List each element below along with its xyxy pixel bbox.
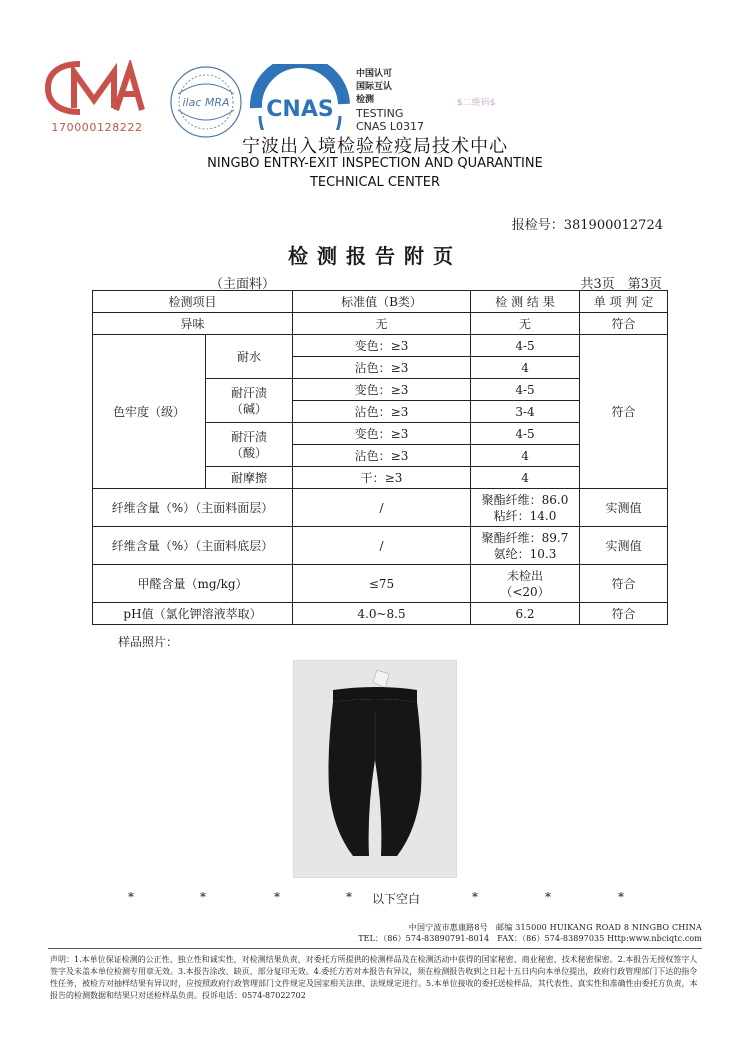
cma-logo — [44, 60, 146, 116]
subitem-cell — [206, 423, 293, 467]
subitem-cell: 耐摩擦 — [206, 467, 293, 489]
result-line: 未检出 — [507, 568, 544, 583]
result-cell — [471, 527, 580, 565]
subitem-line: （碱） — [231, 401, 268, 416]
result-cell — [471, 565, 580, 603]
judgement-cell: 实测值 — [580, 527, 668, 565]
result-line: 氨纶：10.3 — [493, 546, 557, 561]
standard-cell: 变色：≥3 — [293, 379, 471, 401]
star-mark: * — [200, 890, 206, 904]
result-cell: 4-5 — [471, 335, 580, 357]
header-judgement: 单 项 判 定 — [580, 291, 668, 313]
table-header-row — [93, 291, 668, 313]
result-cell: 4 — [471, 467, 580, 489]
blank-text: 以下空白 — [372, 892, 421, 906]
cma-certificate-number: 170000128222 — [51, 121, 143, 134]
standard-cell: 无 — [293, 313, 471, 335]
footer-disclaimer: 声明：1.本单位保证检测的公正性、独立性和诚实性，对检测结果负责，对委托方所提供的检测样品及在检测活动中获得的国家秘密、商业秘密、技术秘密保密。2.本报告无授权签字人签字及未盖本单位检测专用章无效。3.本报告涂改、缺页、部分复印无效。4.委托方若对本报告有异议，须在检测报告收到之日起十五日内向本单位提出，政府行政管理部门下达的指令性任务，被检方对抽样结果有异议时，应按照政府行政管理部门文件规定及国家相关法律、法规规定进行。5.本单位接收的委托送检样品，其代表性、真实性和准确性由委托方负责，本报告的检测数据和结果只对送检样品负责。投诉电话：0574-87022702 — [50, 955, 698, 1000]
cnas-accreditation-text — [356, 68, 424, 133]
result-line: 聚酯纤维：86.0 — [481, 492, 569, 507]
svg-text:CNAS: CNAS — [266, 97, 334, 122]
standard-cell: ≤75 — [293, 565, 471, 603]
star-mark: * — [472, 890, 478, 904]
subitem-line: 耐汗渍 — [231, 429, 268, 444]
star-mark: * — [545, 890, 551, 904]
standard-cell: 变色：≥3 — [293, 423, 471, 445]
cnas-en-line: CNAS L0317 — [356, 120, 425, 133]
result-cell: 4-5 — [471, 423, 580, 445]
section-label: （主面料） — [210, 277, 276, 292]
svg-text:ilac MRA: ilac MRA — [182, 96, 230, 109]
cnas-cn-line: 国际互认 — [356, 82, 393, 92]
table-row-fiber-face — [93, 489, 668, 527]
result-line: （<20） — [500, 584, 550, 599]
report-title: 检测报告附页 — [288, 244, 462, 268]
cnas-logo — [250, 64, 350, 130]
footer-divider — [48, 948, 702, 949]
judgement-cell: 符合 — [580, 313, 668, 335]
qr-code-placeholder: $二维码$ — [457, 98, 496, 108]
table-row-colorfastness — [93, 335, 668, 357]
judgement-cell: 符合 — [580, 335, 668, 489]
judgement-cell: 实测值 — [580, 489, 668, 527]
cnas-en-line: TESTING — [356, 107, 404, 120]
standard-cell: 沾色：≥3 — [293, 445, 471, 467]
subitem-cell: 耐水 — [206, 335, 293, 379]
subitem-line: 耐汗渍 — [231, 385, 268, 400]
table-row-ph — [93, 603, 668, 625]
standard-cell: 沾色：≥3 — [293, 357, 471, 379]
standard-cell: 变色：≥3 — [293, 335, 471, 357]
center-name-cn: 宁波出入境检验检疫局技术中心 — [242, 136, 508, 157]
judgement-cell: 符合 — [580, 603, 668, 625]
sample-photo-label: 样品照片： — [118, 635, 179, 649]
header-standard: 标准值（B类） — [293, 291, 471, 313]
cnas-cn-line: 检测 — [356, 95, 375, 105]
result-cell: 6.2 — [471, 603, 580, 625]
result-line: 粘纤：14.0 — [493, 508, 557, 523]
result-cell: 4 — [471, 357, 580, 379]
black-trousers-photo — [293, 660, 457, 878]
blank-below-marker — [0, 890, 750, 906]
ilac-mra-logo — [166, 64, 246, 140]
standard-cell: 4.0~8.5 — [293, 603, 471, 625]
subitem-line: （酸） — [231, 445, 268, 460]
header-result: 检 测 结 果 — [471, 291, 580, 313]
item-cell: 纤维含量（%）（主面料底层） — [93, 527, 293, 565]
result-cell — [471, 489, 580, 527]
result-cell: 4-5 — [471, 379, 580, 401]
page-counter: 共3页 第3页 — [580, 277, 662, 292]
item-cell: 异味 — [93, 313, 293, 335]
item-cell: pH值（氯化钾溶液萃取） — [93, 603, 293, 625]
item-cell: 甲醛含量（mg/kg） — [93, 565, 293, 603]
test-result-table — [92, 290, 668, 625]
star-mark: * — [618, 890, 624, 904]
standard-cell: 干：≥3 — [293, 467, 471, 489]
table-row-fiber-bottom — [93, 527, 668, 565]
report-number: 报检号：381900012724 — [511, 218, 663, 233]
item-cell: 色牢度（级） — [93, 335, 206, 489]
star-mark: * — [346, 890, 352, 904]
center-name-en-line1: NINGBO ENTRY-EXIT INSPECTION AND QUARANTINE — [207, 156, 543, 171]
judgement-cell: 符合 — [580, 565, 668, 603]
table-row-formaldehyde — [93, 565, 668, 603]
center-name-en-line2: TECHNICAL CENTER — [309, 175, 441, 190]
result-line: 聚酯纤维：89.7 — [481, 530, 569, 545]
star-mark: * — [128, 890, 134, 904]
item-cell: 纤维含量（%）（主面料面层） — [93, 489, 293, 527]
subitem-cell — [206, 379, 293, 423]
standard-cell: 沾色：≥3 — [293, 401, 471, 423]
footer-address: 中国宁波市惠康路8号 邮编 315000 HUIKANG ROAD 8 NINGBO CHINA — [408, 923, 702, 932]
result-cell: 3-4 — [471, 401, 580, 423]
standard-cell: / — [293, 527, 471, 565]
table-row-odor — [93, 313, 668, 335]
footer-contact: TEL：（86）574-83890791-8014 FAX：（86）574-83897035 Http:www.nbciqtc.com — [358, 934, 702, 943]
cnas-cn-line: 中国认可 — [356, 69, 393, 79]
result-cell: 无 — [471, 313, 580, 335]
standard-cell: / — [293, 489, 471, 527]
header-item: 检测项目 — [93, 291, 293, 313]
result-cell: 4 — [471, 445, 580, 467]
star-mark: * — [274, 890, 280, 904]
